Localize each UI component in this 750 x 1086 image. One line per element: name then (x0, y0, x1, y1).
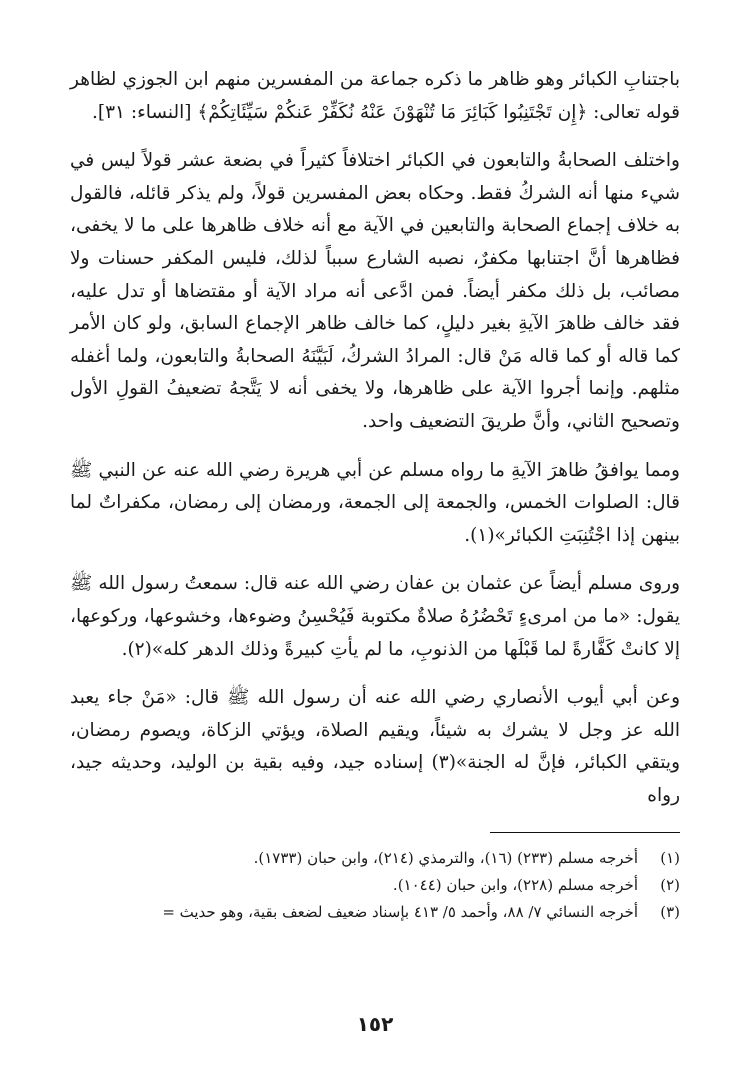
footnote-number: (٣) (660, 903, 680, 922)
footnotes (70, 845, 680, 926)
footnote-text: أخرجه النسائي ٧/ ٨٨، وأحمد ٥/ ٤١٣ بإسناد ضعيف لضعف بقية، وهو حديث = (162, 903, 638, 922)
page-number: ١٥٢ (356, 1012, 394, 1036)
paragraph-1: باجتنابِ الكبائر وهو ظاهر ما ذكره جماعة من المفسرين منهم ابن الجوزي لظاهر قوله تعالى: ﴿إِن تَجْتَنِبُوا كَبَائِرَ مَا تُنْهَوْنَ عَنْهُ نُكَفِّرْ عَنكُمْ سَيِّئَاتِكُمْ﴾ [النساء: ٣١]. (70, 69, 680, 123)
paragraph-2: واختلف الصحابةُ والتابعون في الكبائر اختلافاً كثيراً في بضعة عشر قولاً ليس في شيء منها أنه الشركُ فقط. وحكاه بعض المفسرين قولاً، ولم يذكر قائله، فالقول به خلاف إجماع الصحابة والتابعين في الآية مع أنه خلاف ظاهرها على ما لا يخفى، فظاهرها أنَّ اجتنابها مكفرٌ، نصبه الشارع سبباً لذلك، فليس المكفر حسنات ولا مصائب، بل ذلك مكفر أيضاً. فمن ادَّعى أنه مراد الآية أو مقتضاها أو تدل عليه، فقد خالف ظاهرَ الآيةِ بغير دليلٍ، كما خالف ظاهر الإجماع السابق، ولو كان الأمر كما قاله أو كما قاله مَنْ قال: المرادُ الشركُ، لَبَيَّنَهُ الصحابةُ والتابعون، ولما أغفله مثلهم. وإنما أجروا الآية على ظاهرها، ولا يخفى أنه لا يَتَّجهُ تضعيفُ القولِ الأول وتصحيح الثاني، وأنَّ طريقَ التضعيف واحد. (70, 150, 680, 432)
footnote-separator (490, 832, 680, 833)
paragraph-3: ومما يوافقُ ظاهرَ الآيةِ ما رواه مسلم عن أبي هريرة رضي الله عنه عن النبي ﷺ قال: الصلوات الخمس، والجمعة إلى الجمعة، ورمضان إلى رمضان، مكفراتٌ لما بينهن إذا اجْتُنِبَتِ الكبائر»(١). (70, 459, 680, 546)
footnote-number: (١) (660, 849, 680, 868)
footnote-text: أخرجه مسلم (٢٢٨)، وابن حبان (١٠٤٤). (392, 876, 638, 895)
paragraph-5: وعن أبي أيوب الأنصاري رضي الله عنه أن رسول الله ﷺ قال: «مَنْ جاء يعبد الله عز وجل لا يشرك به شيئاً، ويقيم الصلاة، ويؤتي الزكاة، ويصوم رمضان، ويتقي الكبائر، فإنَّ له الجنة»(٣) إسناده جيد، وفيه بقية بن الوليد، وحديثه جيد، رواه (70, 687, 680, 806)
footnote-number: (٢) (660, 876, 680, 895)
footnote-2 (70, 872, 680, 899)
paragraph-4: وروى مسلم أيضاً عن عثمان بن عفان رضي الله عنه قال: سمعتُ رسول الله ﷺ يقول: «ما من امرىءٍ تَحْضُرُهُ صلاةٌ مكتوبة فَيُحْسِنُ وضوءها، وخشوعها، وركوعها، إلا كانتْ كَفَّارةً لما قَبْلَها من الذنوبِ، ما لم يأتِ كبيرةً وذلك الدهر كله»(٢). (70, 573, 680, 660)
footnote-3 (70, 899, 680, 926)
footnote-text: أخرجه مسلم (٢٣٣) (١٦)، والترمذي (٢١٤)، وابن حبان (١٧٣٣). (253, 849, 638, 868)
footnote-1 (70, 845, 680, 872)
